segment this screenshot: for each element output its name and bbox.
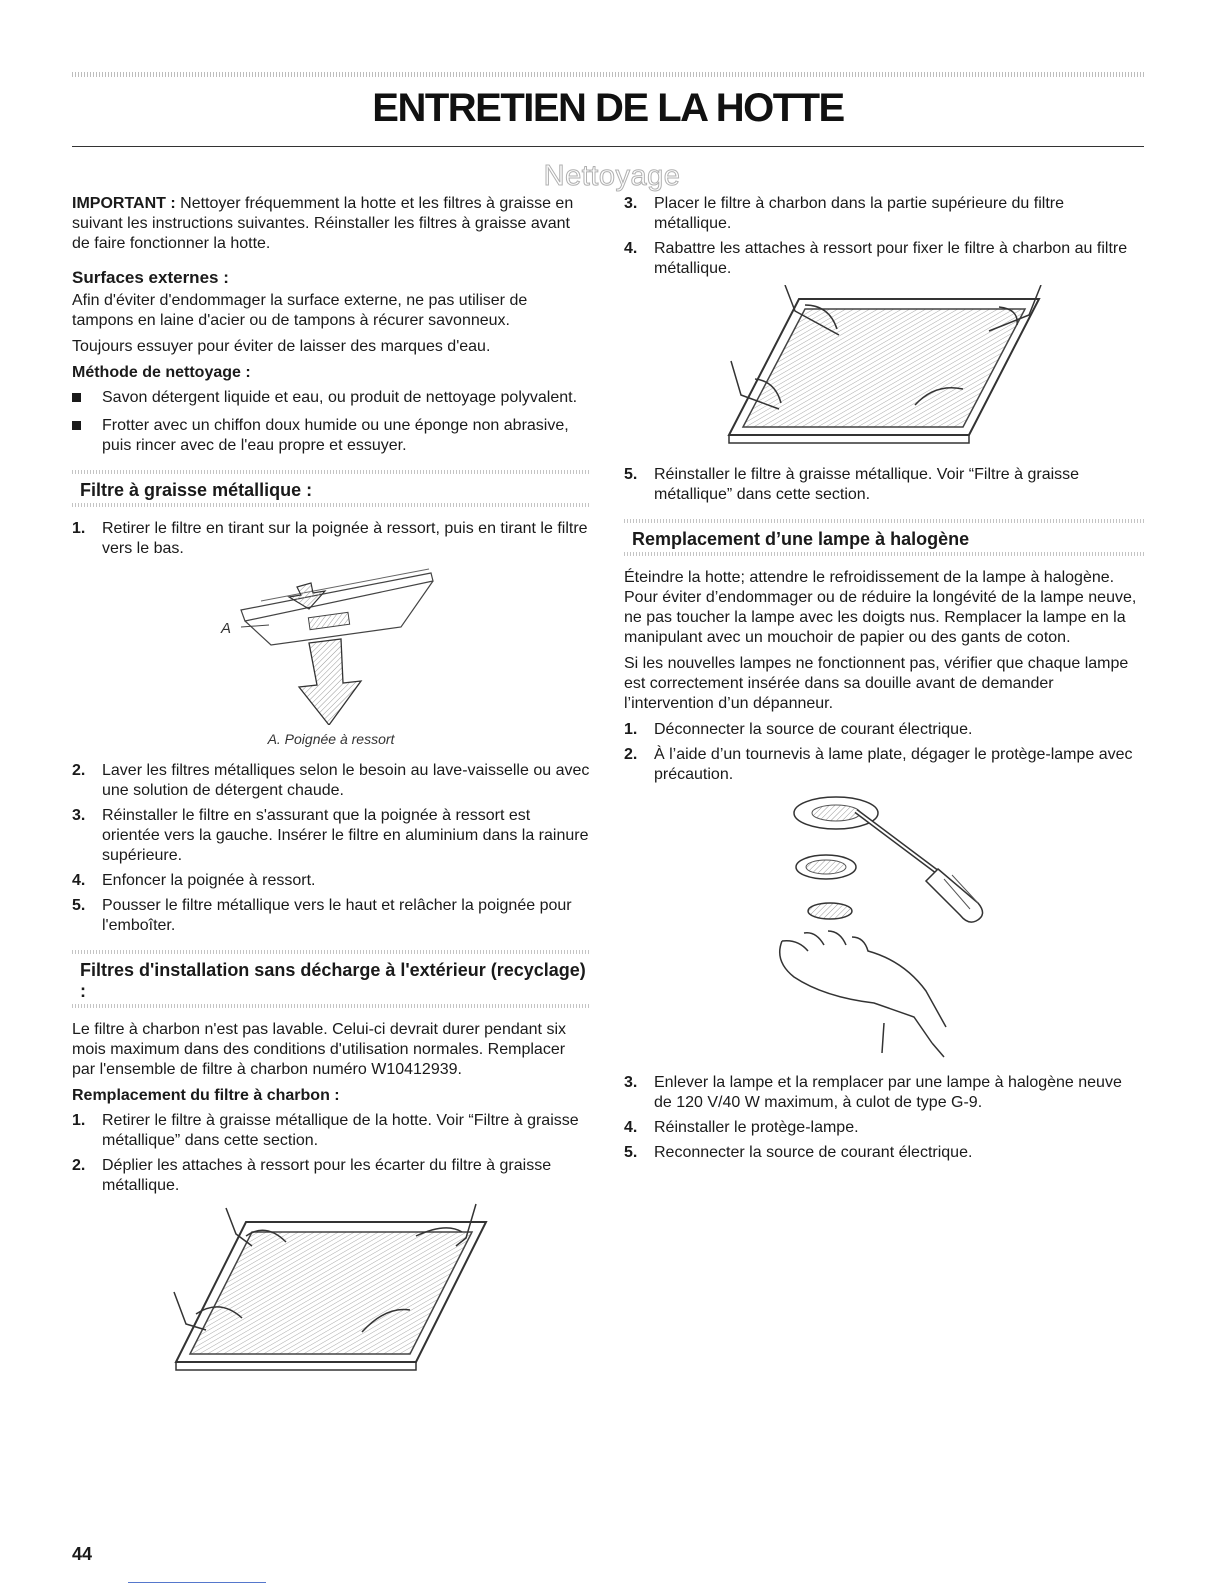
recirculation-heading: Filtres d'installation sans décharge à l'extérieur (recyclage) : [80,960,586,1001]
charcoal-filter-fold-illustration [719,285,1049,455]
list-item: 4. Réinstaller le protège-lampe. [624,1119,859,1136]
halogen-steps-first [624,720,1144,785]
recirculation-paragraph: Le filtre à charbon n'est pas lavable. Celui-ci devrait durer pendant six mois maximum dans des conditions d'utilisation normales. Remplacer par l'ensemble de filtre à charbon numéro W10412939. [72,1021,566,1078]
list-item: 5. Pousser le filtre métallique vers le haut et relâcher la poignée pour l'emboîter. [72,897,572,934]
list-item: 5. Reconnecter la source de courant électrique. [624,1144,973,1161]
grease-filter-section-header [72,470,590,507]
right-column [624,194,1144,1169]
section-subtitle: Nettoyage [543,160,681,192]
page-title: ENTRETIEN DE LA HOTTE [372,86,844,130]
charcoal-steps-continued [624,194,1144,279]
charcoal-heading: Remplacement du filtre à charbon : [72,1087,340,1104]
important-text: Nettoyer fréquemment la hotte et les filtres à graisse en suivant les instructions suivantes. Réinstaller les filtres à graisse avant de faire fonctionner la hotte. [72,195,574,252]
important-label: IMPORTANT : [72,195,176,212]
left-column [72,194,590,1382]
halogen-section-header [624,519,1144,556]
list-item: 5. Réinstaller le filtre à graisse métallique. Voir “Filtre à graisse métallique” dans cette section. [624,466,1080,503]
grease-steps-rest [72,761,590,936]
list-item: 4. Enfoncer la poignée à ressort. [72,872,316,889]
footer-link-underline [128,1582,266,1583]
charcoal-steps-first [72,1111,590,1196]
page-number: 44 [72,1544,93,1564]
list-item: 3. Placer le filtre à charbon dans la partie supérieure du filtre métallique. [624,195,1064,232]
list-item: 2. Laver les filtres métalliques selon le besoin au lave-vaisselle ou avec une solution de détergent chaude. [72,762,590,799]
list-item: 1. Déconnecter la source de courant électrique. [624,721,973,738]
list-item: Frotter avec un chiffon doux humide ou une éponge non abrasive, puis rincer avec de l'eau propre et essuyer. [72,416,590,456]
spring-handle-illustration [201,565,461,725]
charcoal-filter-unfold-illustration [166,1202,496,1382]
lamp-cover-screwdriver-illustration [764,791,1004,1061]
bullet-square-icon [72,421,81,430]
list-item: 3. Enlever la lampe et la remplacer par une lampe à halogène neuve de 120 V/40 W maximum, à culot de type G-9. [624,1074,1122,1111]
list-item: 4. Rabattre les attaches à ressort pour fixer le filtre à charbon au filtre métallique. [624,240,1128,277]
surfaces-paragraph-2: Toujours essuyer pour éviter de laisser des marques d'eau. [72,338,491,355]
top-hatch-rule [72,72,1144,77]
charcoal-step-5 [624,465,1144,505]
recirculation-section-header [72,950,590,1008]
grease-filter-heading: Filtre à graisse métallique : [80,480,313,500]
halogen-paragraph-2: Si les nouvelles lampes ne fonctionnent pas, vérifier que chaque lampe est correctement insérée dans sa douille avant de demander l’intervention d’un dépanneur. [624,655,1129,712]
halogen-paragraph-1: Éteindre la hotte; attendre le refroidissement de la lampe à halogène. Pour éviter d’endommager ou de réduire la longévité de la lampe neuve, ne pas toucher la lampe avec les doigts nus. Remplacer la lampe en la manipulant avec un mouchoir de papier ou des gants de coton. [624,569,1137,646]
methode-list [72,388,590,456]
surfaces-heading: Surfaces externes : [72,268,229,287]
grease-steps-first [72,519,590,559]
bullet-square-icon [72,393,81,402]
figure-label-a: A [221,620,232,637]
methode-heading: Méthode de nettoyage : [72,364,251,381]
list-item: 2. À l’aide d’un tournevis à lame plate, dégager le protège-lampe avec précaution. [624,746,1133,783]
halogen-heading: Remplacement d’une lampe à halogène [632,529,970,549]
halogen-steps-rest [624,1073,1144,1163]
list-item: 1. Retirer le filtre en tirant sur la poignée à ressort, puis en tirant le filtre vers le bas. [72,520,588,557]
figure-caption: A. Poignée à ressort [267,731,395,747]
important-paragraph [72,194,590,254]
title-underline [72,146,1144,147]
list-item: 3. Réinstaller le filtre en s'assurant que la poignée à ressort est orientée vers la gauche. Insérer le filtre en aluminium dans la rainure supérieure. [72,807,589,864]
list-item: 2. Déplier les attaches à ressort pour les écarter du filtre à graisse métallique. [72,1157,552,1194]
list-item: Savon détergent liquide et eau, ou produit de nettoyage polyvalent. [72,388,590,408]
list-item: 1. Retirer le filtre à graisse métallique de la hotte. Voir “Filtre à graisse métallique” dans cette section. [72,1112,579,1149]
surfaces-paragraph-1: Afin d'éviter d'endommager la surface externe, ne pas utiliser de tampons en laine d'acier ou de tampons à récurer savonneux. [72,292,528,329]
